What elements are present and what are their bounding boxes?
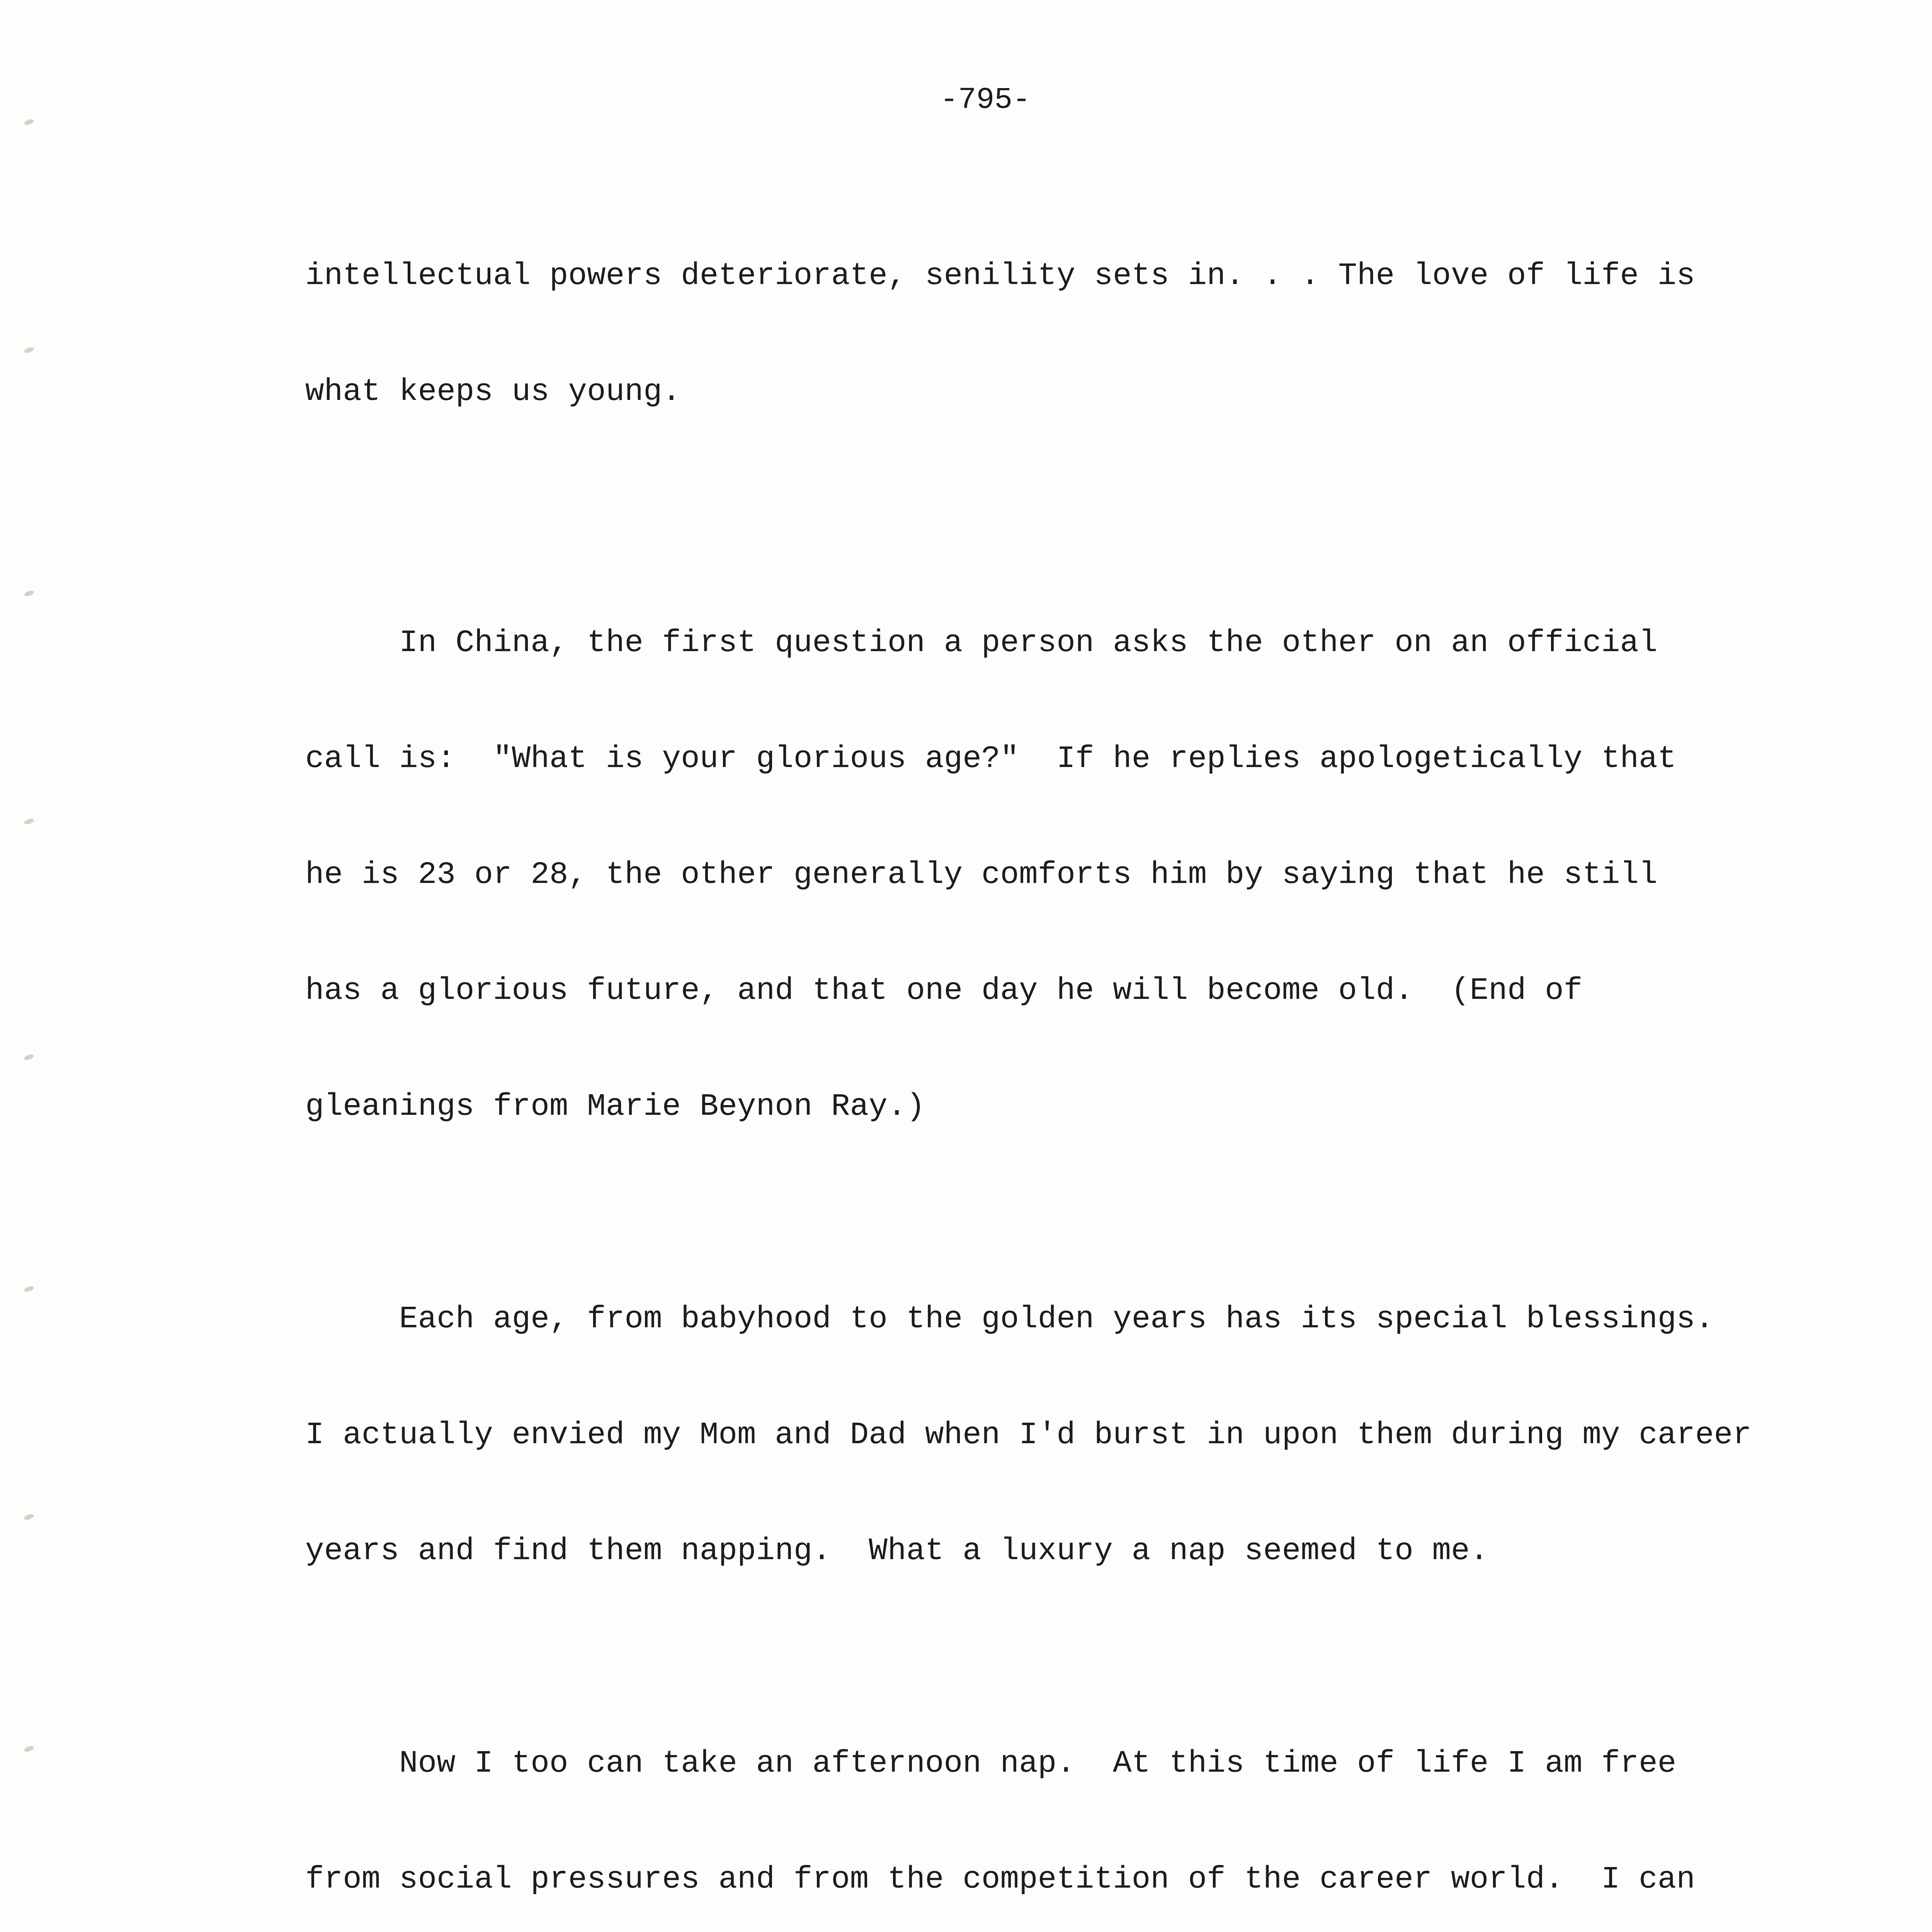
binder-hole-mark [24,818,35,825]
binder-hole-mark [24,1513,35,1521]
text-line: from social pressures and from the competition of the career world. I can [305,1862,1695,1897]
binder-hole-mark [24,1285,35,1293]
page-number: -795- [940,83,1031,117]
text-line: has a glorious future, and that one day he will become old. (End of [305,973,1583,1009]
paragraph [305,1667,1804,1932]
binder-hole-mark [24,1053,35,1061]
text-line: gleanings from Marie Beynon Ray.) [305,1089,925,1124]
paragraph [305,547,1804,1204]
text-line: he is 23 or 28, the other generally comforts him by saying that he still [305,857,1658,893]
text-line: years and find them napping. What a luxury a nap seemed to me. [305,1534,1489,1569]
text-line: In China, the first question a person asks the other on an official [305,626,1658,661]
text-line: what keeps us young. [305,374,681,410]
text-line: call is: "What is your glorious age?" If he replies apologetically that [305,742,1677,777]
text-line: I actually envied my Mom and Dad when I'd burst in upon them during my career [305,1418,1752,1453]
text-line: Now I too can take an afternoon nap. At this time of life I am free [305,1746,1677,1781]
paragraph [305,1223,1804,1648]
text-line: Each age, from babyhood to the golden years has its special blessings. [305,1302,1714,1337]
binder-hole-mark [24,1745,35,1753]
paragraph [305,180,1804,489]
text-line: intellectual powers deteriorate, senility sets in. . . The love of life is [305,259,1695,294]
body-text [305,180,1804,1932]
binder-hole-mark [24,346,35,354]
binder-hole-mark [24,590,35,597]
binder-hole-mark [24,118,35,126]
